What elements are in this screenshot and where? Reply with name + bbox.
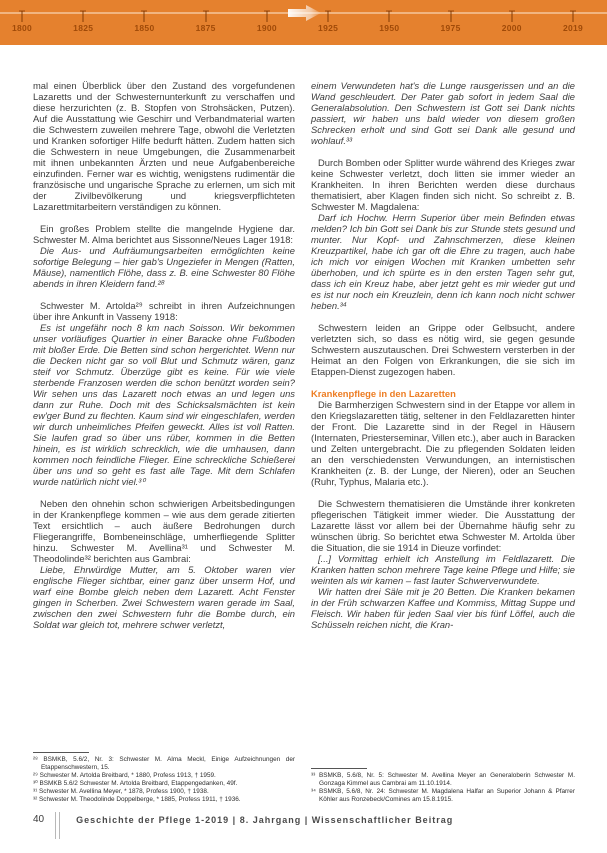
left-footnotes	[33, 748, 295, 804]
body-paragraph: mal einen Überblick über den Zustand des vorgefundenen Lazaretts und der Schwesternunterkunft zu verschaffen und diese herzurichten (z. B. Stopfen von Strohsäcken, Putzen). Auf die Ausstattung wie Geschirr und Verbandmaterial warten die Schwestern zuweilen mehrere Tage, obwohl die Verletzten und Kranken sofortiger Hilfe bedurft hätten. Zudem hatten sich die Schwestern in neue Umgebungen, die Zusammenarbeit mit ihnen unbekannten Ärzten und neue Aufgabenbereiche einzufinden. Ferner war es wichtig, wenigstens rudimentär die französische und ungarische Sprache zu erlernen, um sich mit der Zivilbevölkerung und kriegsverpflichteten Lazarettmitarbeitern verständigen zu können.	[33, 80, 295, 212]
timeline-tick	[11, 11, 33, 33]
journal-info: Geschichte der Pflege 1-2019 | 8. Jahrgang | Wissenschaftlicher Beitrag	[76, 815, 454, 825]
quote-paragraph: [...] Vormittag erhielt ich Anstellung im Feldlazarett. Die Kranken hatten schon mehrere Tage keine Pflege und Hilfe; sie weinten als wir kamen – fast lauter Schwerverwundete.	[311, 553, 575, 586]
timeline-tick	[501, 11, 522, 33]
page-number: 40	[33, 814, 45, 825]
timeline-year-label: 1925	[318, 23, 339, 33]
body-paragraph: Schwestern leiden an Grippe oder Gelbsucht, andere verletzten sich, so dass es nötig wird, sie gegen gesunde Schwestern auszutauschen. Drei Schwestern versterben in der Heimat an den Folgen von Erkrankungen, die sie sich im Etappen-Dienst zugezogen haben.	[311, 322, 575, 377]
body-paragraph: Durch Bomben oder Splitter wurde während des Krieges zwar keine Schwester verletzt, doch litten sie immer wieder an Krankheiten. In ihren Berichten werden diese durchaus thematisiert, aber Klagen finden sich nicht. So schreibt z. B. Schwester M. Magdalena:	[311, 157, 575, 212]
timeline-tick	[73, 11, 94, 33]
timeline-year-label: 1975	[440, 23, 461, 33]
footnote: ³⁰ BSMKB 5.6/2 Schwester M. Artolda Breitbard, Etappengedanken, 49f.	[33, 780, 238, 787]
left-column-text	[33, 80, 295, 630]
footnote: ³¹ Schwester M. Avellina Meyer, * 1878, Profess 1900, † 1938.	[33, 788, 209, 795]
timeline-year-label: 2000	[501, 23, 522, 33]
timeline-year-label: 1850	[134, 23, 155, 33]
footnote: ³⁴ BSMKB, 5.6/8, Nr. 24: Schwester M. Magdalena Halfar an Superior Johann & Pfarrer Köhler aus Ronzebeck/Comines am 15.8.1915.	[311, 788, 575, 803]
body-paragraph: Neben den ohnehin schon schwierigen Arbeitsbedingungen in der Krankenpflege kommen – wie aus dem gerade zitierten Text ersichtlich – auch äußere Bedrohungen durch Fliegerangriffe, Bombeneinschläge, umherfliegende Splitter hinzu. Schwester M. Avellina³¹ und Schwester M. Theodolinde³² berichten aus Gambrai:	[33, 498, 295, 564]
left-column	[33, 80, 295, 804]
timeline-tick	[195, 11, 216, 33]
body-paragraph: Die Barmherzigen Schwestern sind in der Etappe vor allem in den Kriegslazaretten tätig, seltener in den Feldlazaretten hinter der Front. Die Lazarette sind in der Regel in Häusern (Internaten, Priesterseminar, Villen etc.), aber auch in Baracken und Zelten untergebracht. Die zu pflegenden Soldaten leiden an den verschiedensten Verwundungen, an internistischen Krankheiten (z. B. der Lunge, der Nieren), oder an Seuchen (Ruhr, Typhus, Malaria etc.).	[311, 399, 575, 487]
timeline-tick	[440, 11, 461, 33]
timeline-tick	[256, 11, 277, 33]
timeline-tick	[379, 11, 400, 33]
quote-paragraph: Die Aus- und Aufräumungsarbeiten ermöglichten keine sofortige Belegung – hier gab's Ungeziefer in Mengen (Ratten, Mäuse), namentlich Flöhe, dass z. B. eine Schwester 80 Flöhe abends in ihren Kleidern fand.²⁸	[33, 245, 295, 289]
body-paragraph: Ein großes Problem stellte die mangelnde Hygiene dar. Schwester M. Alma berichtet aus Sissonne/Neues Lager 1918:	[33, 223, 295, 245]
quote-paragraph: Es ist ungefähr noch 8 km nach Soisson. Wir bekommen unser vorläufiges Quartier in einer Baracke ohne Fußboden mit bloßer Erde. Die Betten sind schon hergerichtet. Wenn nur die Decken nicht gar so voll Blut und Schmutz wären, ganz steif vor Schmutz. Überzüge gibt es keine. Für wie viele sterbende Franzosen werden die schon benützt worden sein? Wir sehen uns das Lazarett noch etwas an und legen uns dann zur Ruhe. Doch mit des Schicksalsmächten ist kein ew'ger Bund zu flechten. Kaum sind wir eingeschlafen, werden wir durch unheimliches Pfeifen geweckt. Alles ist voll Ratten. Sie laufen grad so über uns rüber, kommen in die Betten hinein, es ist wirklich schrecklich, wie die umhausen, dann kommen noch feindliche Flieger. Eine schreckliche Schießerei über uns und so geht es fast alle Tage. Mit dem Schlafen wurde natürlich nicht viel.³⁰	[33, 322, 295, 487]
quote-paragraph: einem Verwundeten hat's die Lunge rausgerissen und an die Wand geschleudert. Der Pater gab sofort in jedem Saal die Generalabsolution. Den Schwestern ist Gott sei Dank nichts passiert, wir haben uns bald wieder von diesem großen Schrecken erholt und sind Gott sei Dank alle gesund und wohlauf.³³	[311, 80, 575, 146]
timeline-year-label: 1875	[195, 23, 216, 33]
timeline-year-label: 1825	[73, 23, 94, 33]
quote-paragraph: Darf ich Hochw. Herrn Superior über mein Befinden etwas melden? Ich bin Gott sei Dank bis zur Stunde stets gesund und munter. Nur Kopf- und Zahnschmerzen, diese kleinen Kreuzpartikel, habe ich gar oft die Ehre zu tragen, auch habe ich mich vor einigen Wochen mit Kranken umbetten sehr überhoben, und ich spürte es in den ersten Tagen sehr gut, dass ich ein Kreuz habe, aber jetzt geht es mir wieder gut und es ist nur noch ein Kreuzlein, denn ich kann noch nicht schwer heben.³⁴	[311, 212, 575, 311]
footnote: ²⁸ BSMKB, 5.6/2, Nr. 3: Schwester M. Alma Meckl, Einige Aufzeichnungen der Etappenschwestern, 15.	[33, 756, 295, 771]
timeline-pointer-icon	[288, 5, 322, 21]
quote-paragraph: Wir hatten drei Säle mit je 20 Betten. Die Kranken bekamen in der Früh schwarzen Kaffee und Kommiss, Mittag Suppe und Fleisch. Wir haben für jeden Saal vier bis fünf Löffel, auch die Schüsseln reichen nicht, die Kran-	[311, 586, 575, 630]
right-footnotes	[311, 764, 575, 804]
body-paragraph: Die Schwestern thematisieren die Umstände ihrer konkreten pflegerischen Tätigkeit immer wieder. Die Ausstattung der Lazarette lässt vor allem bei der Übernahme häufig sehr zu wünschen übrig. So berichtet etwa Schwester M. Artolda über die Situation, die sie 1914 in Dieuze vorfindet:	[311, 498, 575, 553]
timeline-banner	[0, 0, 607, 45]
right-column	[311, 80, 575, 804]
timeline-year-label: 1950	[379, 23, 400, 33]
timeline-tick	[562, 11, 584, 33]
body-paragraph: Schwester M. Artolda²⁹ schreibt in ihren Aufzeichnungen über ihre Ankunft in Vasseny 1918:	[33, 300, 295, 322]
footnote: ²⁹ Schwester M. Artolda Breitbard, * 1880, Profess 1913, † 1959.	[33, 772, 216, 779]
timeline-tick	[134, 11, 155, 33]
timeline-year-label: 2019	[562, 23, 584, 33]
timeline-year-label: 1800	[11, 23, 33, 33]
timeline-tick	[318, 11, 339, 33]
footer-divider	[55, 812, 60, 839]
page-footer	[33, 812, 453, 839]
right-column-text	[311, 80, 575, 630]
section-heading: Krankenpflege in den Lazaretten	[311, 388, 456, 399]
timeline-year-label: 1900	[256, 23, 277, 33]
footnote: ³³ BSMKB, 5.6/8, Nr. 5: Schwester M. Avellina Meyer an Generaloberin Schwester M. Gonzaga Kimmel aus Cambrai am 11.10.1914.	[311, 772, 575, 787]
footnote: ³² Schwester M. Theodolinde Doppelberge, * 1885, Profess 1911, † 1936.	[33, 796, 241, 803]
quote-paragraph: Liebe, Ehrwürdige Mutter, am 5. Oktober waren vier englische Flieger sichtbar, einer ganz über unserm Hof, und warf eine Bombe gleich neben dem Lazarett. Acht Fenster gingen in Scherben. Zwei Schwestern waren gerade im Saal, zwischen den zwei Schwestern fuhr die Bombe durch, ein Soldat war gleich tot, mehrere schwer verletzt,	[33, 564, 295, 630]
